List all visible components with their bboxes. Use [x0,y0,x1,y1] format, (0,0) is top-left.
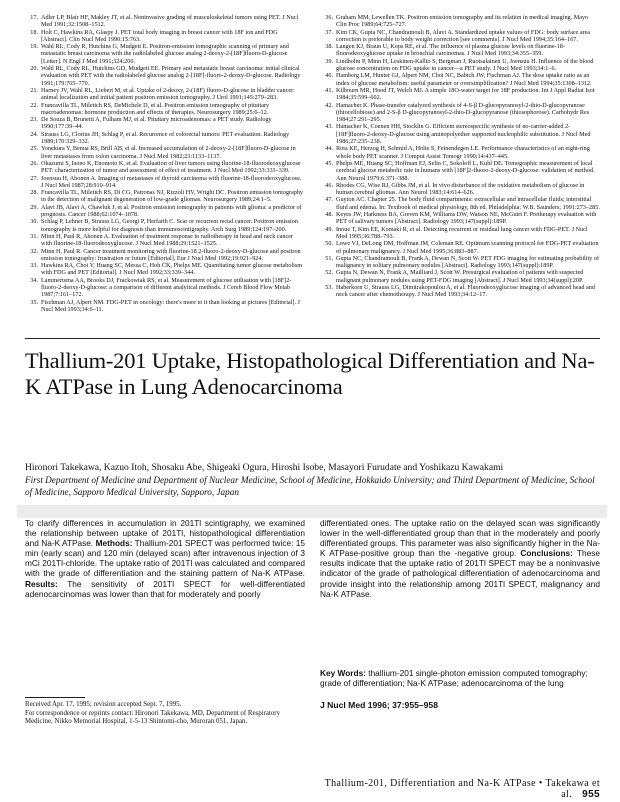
reference-number: 35. [30,298,38,306]
reference-item [25,262,305,277]
reference-number: 46. [325,181,333,189]
reference-item [25,131,305,146]
reference-number: 25. [30,145,38,153]
reference-number: 42. [325,101,333,109]
reference-item [25,233,305,248]
keywords-label: Key Words: [320,668,366,678]
reference-item [25,299,305,314]
reference-item [320,123,600,145]
reference-item [25,248,305,263]
reference-number: 52. [325,269,333,277]
reference-text: Wahl RL, Cody R, Hutchins G, Mudgett E. Positron-emission tomographic scanning of primary and metastatic breast carcinoma with the radiolabeled glucose analog 2-deoxy-2-[18F]fluoro-D-glucose [Letter]. N Engl J Med 1991;324:200. [41,43,289,65]
reference-text: Francavilla TL, Miletich RS, Di CG, Patronas NJ, Rizzoli HV, Wright DC. Positron emission tomography in the detection of malignant degeneration of low-grade gliomas. Neurosurgery 1989;24:1–5. [41,189,304,204]
reference-text: Kilbourn MR, Hood JT, Welch MJ. A simple 18O-water target for 18F production. Int J Appl Radiat Isot 1984;35:599–602. [336,86,595,102]
reference-item [25,189,305,204]
reference-number: 20. [30,65,38,73]
reference-item [320,145,600,160]
reference-column-left [25,14,305,339]
reference-item [25,14,305,29]
reference-number: 19. [30,43,38,51]
reference-text: Minn H, Paul R. Cancer treatment monitoring with fluorine-18 2-fluoro-2-deoxy-D-glucose and positron emission tomography: frustration or future [Editorial]. Eur J Nucl Med 1992;19:921–924. [41,247,301,262]
reference-number: 43. [325,123,333,131]
reference-text: Hawkins RA, Choi Y, Huang SC, Messa C, Hoh CK, Phelps ME. Quantitating tumor glucose metabolism with FDG and PET [Editorial]. J Nucl Med 1992;33:339–344. [41,262,303,277]
reference-text: Okazumi S, Isono K, Enomoto K, et al. Evaluation of liver tumors using fluorine-18-fluorodeoxyglucose PET: characterization of tumor and assessment of effect of treatment. J Nucl Med 1992;33:333–339. [41,159,301,175]
results-label: Results: [25,578,58,589]
reference-number: 26. [30,159,38,167]
reference-number: 29. [30,203,38,211]
running-title: Thallium-201, Differentiation and Na-K ATPase • Takekawa et al. [324,778,600,800]
reference-number: 17. [30,14,38,21]
reference-item [25,160,305,175]
reference-number: 50. [325,240,333,248]
methods-label: Methods: [95,538,133,549]
reference-item [25,102,305,117]
reference-text: Lindholm P, Minn H, Leskinen-Kallio S, Bergman J, Ruotsalainen U, Joensuu H. Influence of the blood glucose concentration on FDG uptake in cancer—a PET study. J Nucl Med 1993;34:1–6. [336,57,594,73]
reference-number: 51. [325,254,333,262]
reference-item [25,204,305,219]
reference-item [320,160,600,182]
reference-list [25,14,600,339]
footnote-divider [25,697,85,698]
reference-text: Langen KJ, Braun U, Kops RE, et al. The influence of plasma glucose levels on fluorine-18-fluorodeoxyglucose uptake in bronchial carcinomas. J Nucl Med 1993;34:355–359. [336,43,565,58]
reference-text: Hamberg LM, Hunter GJ, Alpert NM, Choi NC, Babich JW, Fischman AJ. The dose uptake ratio as an index of glucose metabolism: useful parameter or oversimplification? J Nucl Med 1994;35:1308–1312. [336,72,592,87]
abstract-right [320,518,600,599]
reference-item [25,145,305,160]
abstract-header-band [17,505,607,518]
reference-text: Wahl RL, Cody RL, Hutchins GD, Mudgett EE. Primary and metastatic breast carcinoma: initial clinical evaluation with PET with the radiolabeled glucose analog 2-[18F]-fluoro-2-deoxy-D-glucose. Radiology 1991;179:765–770. [41,65,301,87]
reference-item [25,29,305,44]
reference-item [25,65,305,87]
reference-text: Alavi JB, Alavi A, Chawluk J, et al. Positron emission tomography in patients with glioma: a predictor of prognosis. Cancer 1988;62:1074–1078. [41,203,302,219]
page-number: 955 [582,789,600,800]
reference-item [320,226,600,241]
reference-item [25,116,305,131]
reference-item [320,196,600,211]
page-footer [285,778,600,800]
reference-text: Graham MM, Lewellen TK. Positron emission tomography and its relation in medical imaging. Mayo Clin Proc 1989;64:725–727. [336,14,589,29]
reference-number: 32. [30,247,38,255]
reference-text: Adler LP, Blair HF, Makley JT, et al. Noninvasive grading of musculoskeletal tumors using PET. J Nucl Med 1991;32:1508–1512. [41,14,299,29]
reference-text: Holt C, Hawkins RA, Glaspy J. PET total body imaging in breast cancer with 18F ion and FDG [Abstract]. Clin Nucl Med 1990;15:763. [41,28,278,43]
reference-number: 33. [30,262,38,270]
reference-text: Francavilla TL, Miletich RS, DeMichele D, et al. Positron emission tomography of pituitary macroadenomas: hormone production and effects of therapies. Neurosurgery 1989;25:6–12. [41,101,270,116]
reference-item [25,218,305,233]
reference-item [320,58,600,73]
reference-number: 40. [325,72,333,80]
reference-item [25,87,305,102]
reference-item [320,29,600,44]
reference-item [320,72,600,87]
reference-number: 44. [325,145,333,153]
reference-text: Inoue T, Kim EE, Komaki R, et al. Detecting recurrent or residual lung cancer with FDG-PET. J Nucl Med 1995;36:788–793. [336,225,588,240]
reference-number: 30. [30,218,38,226]
reference-text: Lammertsma AA, Brooks DJ, Frackowiak RS, et al. Measurement of glucose utilisation with [18F]2-fluoro-2-deoxy-D-glucose: a comparison of different analytical methods. J Cereb Blood Flow Metab 1987;7:161–172. [41,276,292,299]
reference-text: Gupta N, Dewan N, Frank A, Mailliard J, Scott W. Presurgical evaluation of patients with suspected malignant pulmonary nodules using PET-FDG imaging [Abstract]. J Nucl Med 1993;34(suppl):20P. [336,269,584,284]
reference-number: 28. [30,189,38,197]
reference-number: 38. [325,43,333,51]
reference-number: 39. [325,57,333,65]
footnote [25,701,305,727]
reference-item [320,43,600,58]
reference-item [320,211,600,226]
keywords [320,668,600,688]
reference-text: Rhodes CG, Wise RJ, Gibbs JM, et al. In vivo disturbance of the oxidative metabolism of glucose in human cerebral gliomas. Ann Neurol 1983;14:614–626. [336,181,585,197]
reference-number: 47. [325,196,333,204]
reference-text: Kim CK, Gupta NC, Chandramouli B, Alavi A. Standardized uptake values of FDG: body surface area correction is preferable to body weight correction [see comments]. J Nucl Med 1994;35:164–167. [336,28,591,43]
reference-number: 31. [30,232,38,240]
reference-column-right [320,14,600,339]
reference-number: 23. [30,116,38,124]
reference-item [320,14,600,29]
reference-text: Minn H, Paul R, Ahonen A. Evaluation of treatment response to radiotherapy in head and neck cancer with fluorine-18-fluorodeoxyglucose. J Nucl Med 1988;29:1521–1525. [41,232,294,248]
reference-text: De Souza B, Brunetti A, Fulham MJ, et al. Pituitary microadenomas: a PET study. Radiology 1990;177:39–44. [41,116,272,131]
conclusions-label: Conclusions: [520,548,573,559]
author-list: Hironori Takekawa, Kazuo Itoh, Shosaku Abe, Shigeaki Ogura, Hiroshi Isobe, Masayori Furudate and Yoshikazu Kawakami [25,462,504,473]
reference-text: Gupta NC, Chandramouli B, Frank A, Dewan N, Scott W. PET FDG imaging for estimating probability of malignancy in solitary pulmonary nodules [Abstract]. Radiology 1993;147(suppl):189P. [336,254,600,270]
reference-item [320,269,600,284]
reference-number: 45. [325,159,333,167]
received-dates: Received Apr. 17, 1995; revision accepted Sept. 7, 1995. [25,701,182,708]
reference-item [320,182,600,197]
reference-number: 37. [325,28,333,36]
reference-text: Yonekura Y, Benua RS, Brill AB, et al. Increased accumulation of 2-deoxy-2-[18F]fluoro-D-glucose in liver metastases from colon carcinoma. J Nucl Med 1982;23:1133–1137. [41,145,296,160]
reference-item [320,255,600,270]
reference-text: Keyes JW, Harkness BA, Greven KM, Williams DW, Watson NE, McGuirt F. Pretherapy evaluation with PET of salivary tumors [Abstract]. Radiology 1993;147(suppl):189P. [336,211,597,226]
abstract-results: The sensitivity of 201Tl SPECT for well-differentiated adenocarcinomas was lower than that for moderately and poorly [25,578,305,599]
reference-number: 27. [30,174,38,182]
abstract-objective: To clarify differences in accumulation in 201Tl scintigraphy, we examined the relationship between uptake of 201Tl, histopathological differentiation and Na-K ATPase. [25,518,305,549]
reference-number: 22. [30,101,38,109]
reference-item [320,87,600,102]
reference-item [320,284,600,299]
journal-citation: J Nucl Med 1996; 37:955–958 [320,700,438,710]
reference-item [25,277,305,299]
abstract-left [25,518,305,599]
reference-item [320,102,600,124]
keywords-text: thallium-201 single-photon emission computed tomography; grade of differentiation; Na-K ATPase; adenocarcinoma of the lung [320,668,588,689]
abstract-conclusions: These results indicate that the uptake ratio of 201Tl SPECT may be a noninvasive indicator of the grade of pathological differentiation of adenocarcinoma and provide insight into the relationship among 201Tl SPECT, malignancy and Na-K ATPase. [320,548,600,599]
reference-number: 21. [30,86,38,94]
reference-text: Rota KE, Herzog H, Schmid A, Holte S, Feinendegen LE. Performance characteristics of an eight-ring whole body PET scanner. J Comput Assist Tomogr 1990;14:437–445. [336,145,590,160]
reference-number: 36. [325,14,333,21]
reference-text: Fischman AJ, Alpert NM. FDG-PET in oncology: there's more to it than looking at pictures [Editorial]. J Nucl Med 1993;34:6–11. [41,298,300,313]
affiliation: First Department of Medicine and Department of Nuclear Medicine, School of Medicine, Hokkaido University; and Third Department of Medicine, School of Medicine, Sapporo Medical University, Sapporo, Japan [25,475,595,497]
reference-item [25,43,305,65]
reference-number: 34. [30,276,38,284]
reference-text: Lowe VJ, DeLong DM, Hoffman JM, Coleman RE. Optimum scanning protocol for FDG-PET evaluation of pulmonary malignancy. J Nucl Med 1995;36:883–887. [336,240,599,255]
reference-text: Hamacher K. Phase-transfer catalyzed synthesis of 4-S-β D-glucopyranosyl-2-thio-D-glucopyranose (thiocellobiose) and 2-S-β D-glucopyranosyl-2-thio-D-glucopyranose (thiosophorose). Carbohydr Res 1984;27:291–295. [336,101,590,124]
correspondence: For correspondence or reprints contact: Hironori Takekawa, MD, Department of Respiratory Medicine, Nikko Memorial Hospital, 1-5-13 Shintomi-cho, Muroran 051, Japan. [25,709,281,726]
reference-number: 49. [325,225,333,233]
reference-text: Harney JV, Wahl RL, Liebert M, et al. Uptake of 2-deoxy, 2-(18F) fluoro-D-glucose in bladder cancer: animal localization and initial patient positron emission tomography. J Urol 1991;145:279–283. [41,86,295,102]
reference-number: 18. [30,28,38,36]
reference-text: Guyton AC. Chapter 25. The body fluid compartments: extracellular and intracellular fluids; interstitial fluid and edema. In: Textbook of medical physiology, 8th ed. Philadelphia: W.B. Saunders; 1991:273–285. [336,196,600,211]
reference-text: Hamacher K, Coenen HH, Stocklin G. Efficient stereospecific synthesis of no-carrier-added 2-[18F]fluoro-2-deoxy-D-glucose using aminopolyether supported nucleophilic substitution. J Nucl Med 1986;27:235–238. [336,123,591,146]
reference-number: 53. [325,283,333,291]
article-title: Thallium-201 Uptake, Histopathological Differentiation and Na-K ATPase in Lung Adenocarcinoma [25,348,595,399]
reference-item [25,175,305,190]
reference-text: Schlag P, Lehner B, Strauss LG, Georgi P, Herfarth C. Scar or recurrent rectal cancer. Positron emission tomography is more helpful for diagnosis than immunoscintigraphy. Arch Surg 1989;124:197–200. [41,218,298,233]
reference-text: Haberkorn U, Strauss LG, Dimitrakopoulou A, et al. Fluorodeoxyglucose imaging of advanced head and neck cancer after chemotherapy. J Nucl Med 1993;34:12–17. [336,283,595,299]
section-divider [25,338,600,339]
reference-number: 41. [325,86,333,94]
reference-number: 24. [30,130,38,138]
reference-text: Strauss LG, Clorius JH, Schlag P, et al. Recurrence of colorectal tumors: PET evaluation. Radiology 1989;170:329–332. [41,130,290,146]
abstract-methods: Thallium-201 SPECT was performed twice: 15 min (early scan) and 120 min (delayed scan) after intravenous injection of 3 mCi 201Tl-chloride. The uptake ratio of 201Tl was calculated and compared with the grade of differentiation and the staining pattern of Na-K ATPase. [25,538,305,579]
reference-item [320,240,600,255]
reference-number: 48. [325,211,333,219]
reference-text: Phelps ME, Huang SC, Hoffman EJ, Selin C, Sokoloff L, Kuhl DE. Tomographic measurement of local cerebral glucose metabolic rate in humans with [18F]2-fluoro-2-deoxy-D-glucose: validation of method. Ann Neurol 1979;6:371–388. [336,159,595,182]
reference-text: Joensuu H, Ahonen A. Imaging of metastases of thyroid carcinoma with fluorine-18-fluorodeoxyglucose. J Nucl Med 1987;28:910–914. [41,174,302,189]
abstract-results-cont: differentiated ones. The uptake ratio on the delayed scan was significantly lower in the well-differentiated group than that in the moderately and poorly differentiated groups. This parameter was also significantly higher in the Na-K ATPase-positive group than the -negative group. [320,518,600,559]
